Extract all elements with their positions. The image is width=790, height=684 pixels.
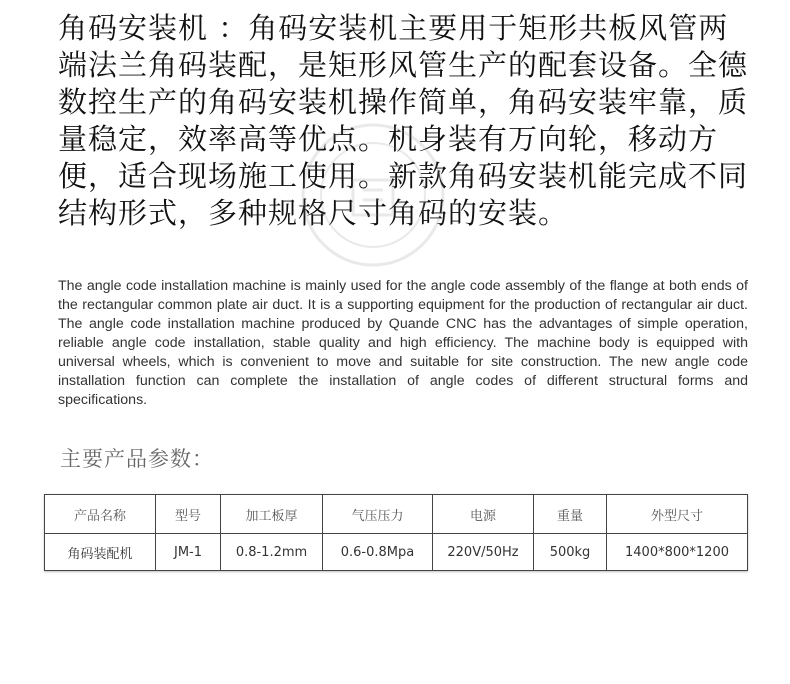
chinese-description: 角码安装机 ：角码安装机主要用于矩形共板风管两端法兰角码装配，是矩形风管生产的配套设备。全德数控生产的角码安装机操作简单，角码安装牢靠，质量稳定，效率高等优点。机身装有万向轮，移动方便，适合现场施工使用。新款角码安装机能完成不同结构形式，多种规格尺寸角码的安装。 <box>58 11 749 230</box>
header-model: 型号 <box>156 495 221 534</box>
header-product-name: 产品名称 <box>45 495 156 534</box>
header-thickness: 加工板厚 <box>221 495 323 534</box>
spec-table <box>44 494 748 571</box>
table-row <box>45 534 748 571</box>
cell-air-pressure: 0.6-0.8Mpa <box>323 534 433 571</box>
cell-thickness: 0.8-1.2mm <box>221 534 323 571</box>
table-header-row <box>45 495 748 534</box>
section-heading: 主要产品参数： <box>60 447 214 471</box>
header-power: 电源 <box>433 495 534 534</box>
cell-dimensions: 1400*800*1200 <box>607 534 748 571</box>
cell-model: JM-1 <box>156 534 221 571</box>
header-air-pressure: 气压压力 <box>323 495 433 534</box>
english-description: The angle code installation machine is mainly used for the angle code assembly of the flange at both ends of the rectangular common plate air duct. It is a supporting equipment for the production of rectangular air duct. The angle code installation machine produced by Quande CNC has the advantages of simple operation, reliable angle code installation, stable quality and high efficiency. The machine body is equipped with universal wheels, which is convenient to move and suitable for site construction. The new angle code installation function can complete the installation of angle codes of different structural forms and specifications. <box>58 278 748 408</box>
cell-product-name: 角码装配机 <box>45 534 156 571</box>
cell-weight: 500kg <box>534 534 607 571</box>
cell-power: 220V/50Hz <box>433 534 534 571</box>
header-weight: 重量 <box>534 495 607 534</box>
header-dimensions: 外型尺寸 <box>607 495 748 534</box>
